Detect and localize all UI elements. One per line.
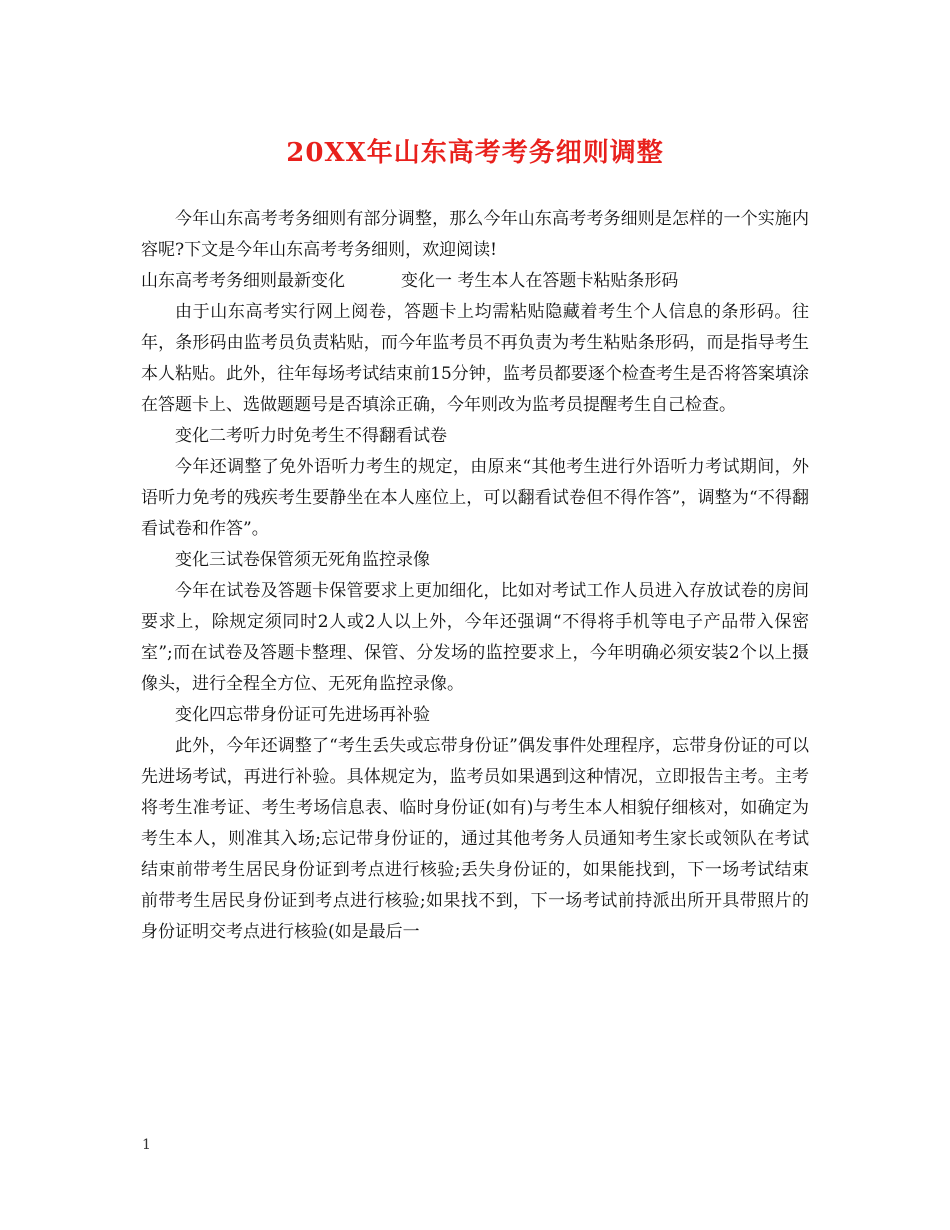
subheading-line bbox=[141, 266, 809, 297]
paragraph-change-two: 今年还调整了免外语听力考生的规定，由原来“其他考生进行外语听力考试期间，外语听力免考的残疾考生要静坐在本人座位上，可以翻看试卷但不得作答”，调整为“不得翻看试卷和作答”。 bbox=[141, 457, 809, 539]
document-title: 20XX年山东高考考务细则调整 bbox=[286, 138, 664, 168]
heading-change-three: 变化三试卷保管须无死角监控录像 bbox=[175, 550, 430, 570]
intro-paragraph: 今年山东高考考务细则有部分调整，那么今年山东高考考务细则是怎样的一个实施内容呢?下文是今年山东高考考务细则，欢迎阅读! bbox=[141, 209, 809, 260]
paragraph-change-three: 今年在试卷及答题卡保管要求上更加细化，比如对考试工作人员进入存放试卷的房间要求上，除规定须同时2人或2人以上外，今年还强调“不得将手机等电子产品带入保密室”;而在试卷及答题卡整理、保管、分发场的监控要求上，今年明确必须安装2个以上摄像头，进行全程全方位、无死角监控录像。 bbox=[141, 581, 809, 694]
paragraph-change-four: 此外，今年还调整了“考生丢失或忘带身份证”偶发事件处理程序，忘带身份证的可以先进场考试，再进行补验。具体规定为，监考员如果遇到这种情况，立即报告主考。主考将考生准考证、考生考场信息表、临时身份证(如有)与考生本人相貌仔细核对，如确定为考生本人，则准其入场;忘记带身份证的，通过其他考务人员通知考生家长或领队在考试结束前带考生居民身份证到考点进行核验;丢失身份证的，如果能找到，下一场考试结束前带考生居民身份证到考点进行核验;如果找不到，下一场考试前持派出所开具带照片的身份证明交考点进行核验(如是最后一 bbox=[141, 736, 809, 942]
subheading-left: 山东高考考务细则最新变化 bbox=[141, 271, 345, 291]
heading-change-four: 变化四忘带身份证可先进场再补验 bbox=[175, 705, 430, 725]
paragraph-change-one: 由于山东高考实行网上阅卷，答题卡上均需粘贴隐藏着考生个人信息的条形码。往年，条形码由监考员负责粘贴，而今年监考员不再负责为考生粘贴条形码，而是指导考生本人粘贴。此外，往年每场考试结束前15分钟，监考员都要逐个检查考生是否将答案填涂在答题卡上、选做题题号是否填涂正确，今年则改为监考员提醒考生自己检查。 bbox=[141, 302, 809, 415]
subheading-change-one: 变化一 考生本人在答题卡粘贴条形码 bbox=[401, 271, 679, 291]
document-body bbox=[141, 204, 809, 948]
page-number: 1 bbox=[142, 1137, 151, 1153]
heading-change-two: 变化二考听力时免考生不得翻看试卷 bbox=[175, 426, 447, 446]
